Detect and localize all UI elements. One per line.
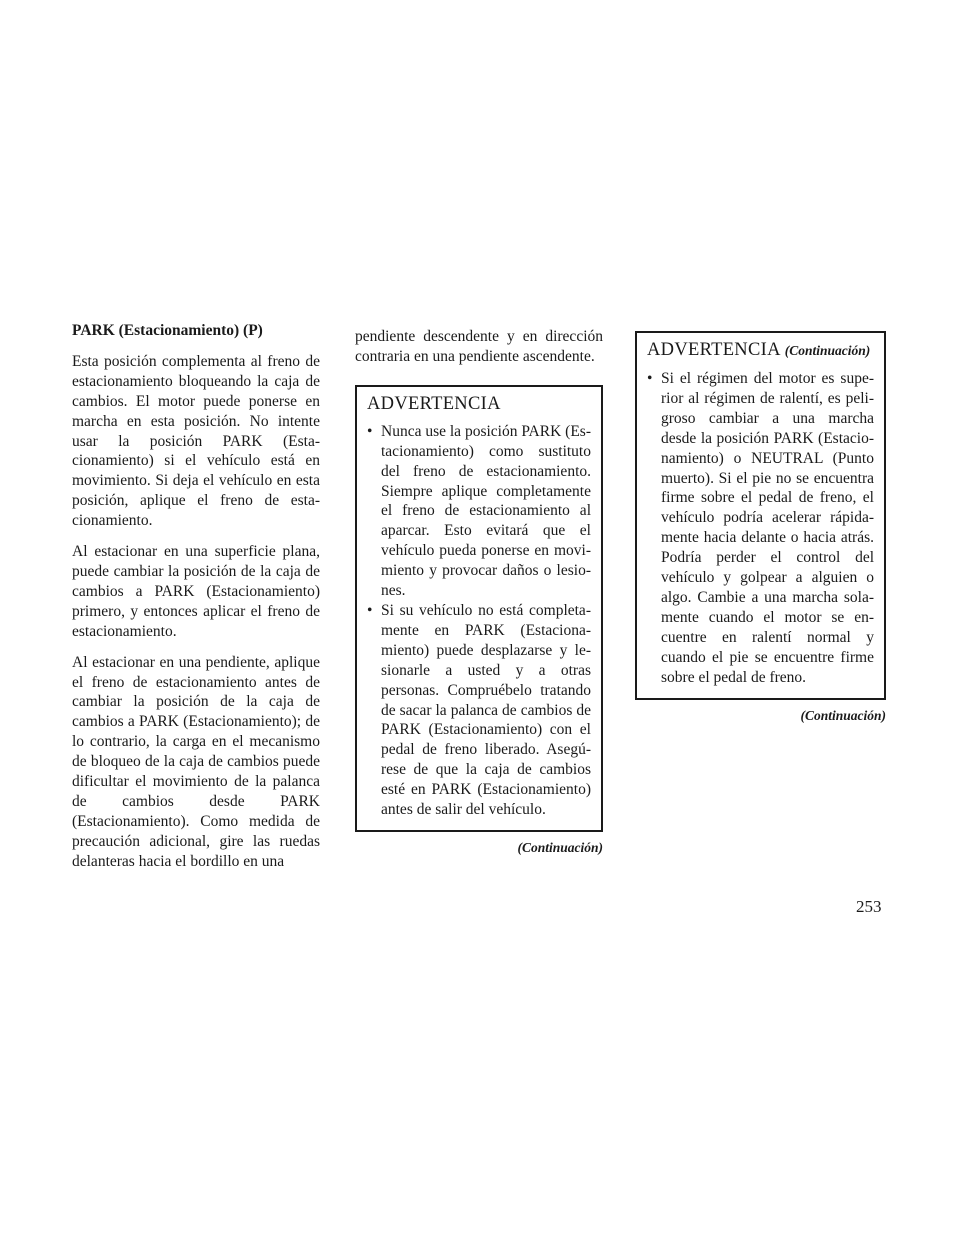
warning-item-text: Nunca use la posición PARK (Estacionamiento) como sustituto del freno de estacionamiento. Siempre aplique completamente el freno de estacionamiento al aparcar. Esto evitará que el vehículo pueda ponerse en movimiento y provocar daños o lesiones. (381, 422, 591, 600)
bullet-icon: • (367, 601, 373, 619)
paragraph-slope-continued: pendiente descendente y en dirección contraria en una pendiente ascendente. (355, 328, 603, 365)
warning-list (367, 422, 591, 820)
warning-box-continued (635, 331, 886, 700)
page-number: 253 (856, 897, 882, 916)
warning-item (647, 369, 874, 688)
paragraph-slope: Al estacionar en una pendiente, aplique el freno de estacionamiento antes de cambiar la posición de la caja de cambios a PARK (Estacionamiento); de lo contrario, la carga en el mecanismo de bloqueo de la caja de cambios puede dificultar el movimiento de la palanca de cambios desde PARK (Estacionamiento). Como medida de precaución adicional, gire las ruedas delanteras hacia el bordillo en una (72, 653, 320, 870)
warning-box (355, 385, 603, 832)
warning-title: ADVERTENCIA (367, 393, 501, 414)
warning-item (367, 422, 591, 601)
warning-item (367, 601, 591, 820)
warning-title-text: ADVERTENCIA (647, 340, 781, 360)
warning-title-continued: (Continuación) (784, 343, 871, 358)
warning-list (647, 369, 874, 688)
bullet-icon: • (647, 370, 653, 387)
warning-title (647, 339, 874, 362)
warning-item-text: Si el régimen del motor es superior al régimen de ralentí, es peligroso cambiar a una marcha desde la posición PARK (Estacionamiento) o NEUTRAL (Punto muerto). Si el pie no se encuentra firme sobre el pedal de freno, el vehículo podría acelerar rápidamente hacia delante o hacia atrás. Podría perder el control del vehículo y golpear a alguien o algo. Cambie a una marcha solamente cuando el motor se encuentre en ralentí normal y cuando el pie se encuentre firme sobre el pedal de freno. (661, 370, 874, 686)
section-heading-park: PARK (Estacionamiento) (P) (72, 322, 263, 339)
warning-item-text: Si su vehículo no está completamente en PARK (Estacionamiento) puede desplazarse y lesionarle a usted y a otras personas. Compruébelo tratando de sacar la palanca de cambios de PARK (Estacionamiento) con el pedal de freno liberado. Asegúrese de que la caja de cambios esté en PARK (Estacionamiento) antes de salir del vehículo. (381, 601, 591, 819)
paragraph-flat-surface: Al estacionar en una superficie plana, puede cambiar la posición de la caja de cambios a PARK (Estacionamiento) primero, y entonces aplicar el freno de estacionamiento. (72, 543, 320, 640)
bullet-icon: • (367, 422, 373, 440)
paragraph-park-description: Esta posición complementa al freno de estacionamiento bloqueando la caja de cambios. El motor puede ponerse en marcha en esta posición. No intente usar la posición PARK (Estacionamiento) si el vehículo está en movimiento. Si deja el vehículo en esta posición, aplique el freno de estacionamiento. (72, 352, 320, 530)
continued-label: (Continuación) (800, 707, 886, 723)
column-left (72, 321, 320, 883)
column-right (635, 331, 886, 725)
continued-label: (Continuación) (517, 839, 603, 855)
column-middle (355, 327, 603, 858)
